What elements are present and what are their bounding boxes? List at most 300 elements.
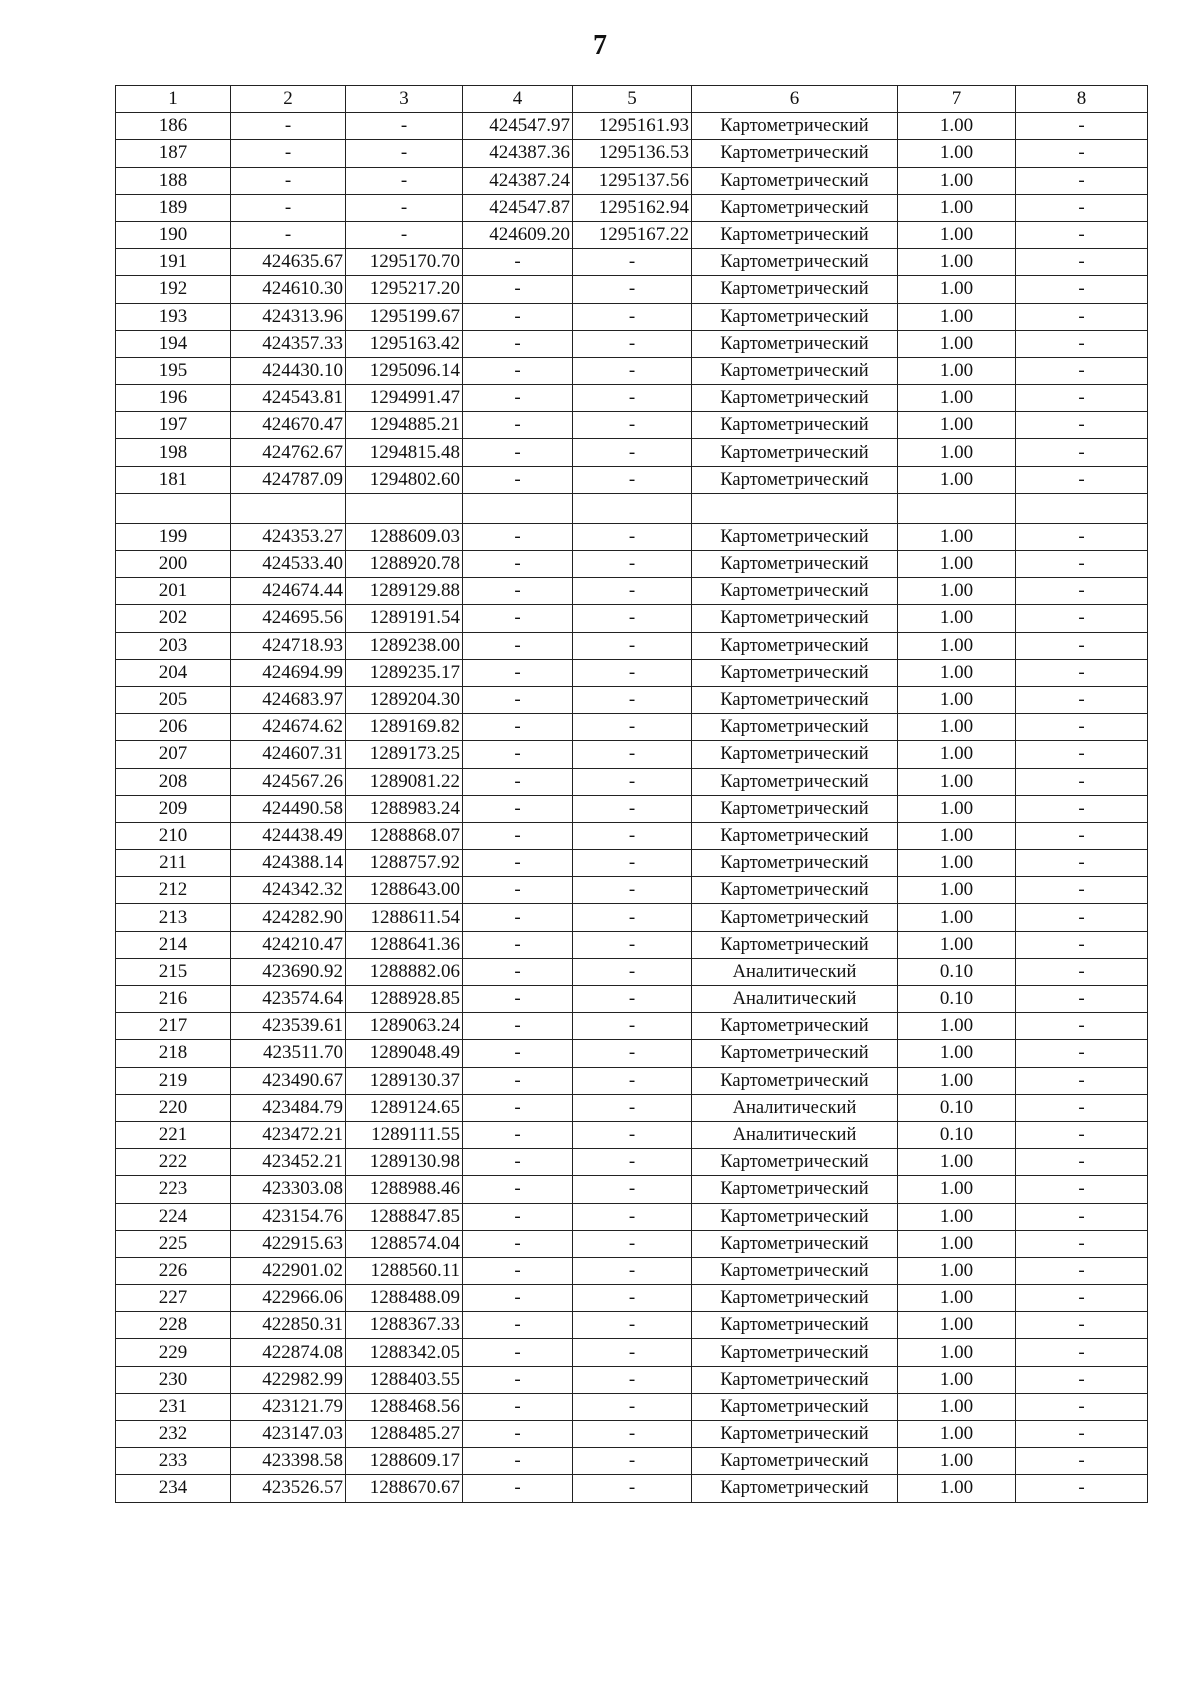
y-existing-cell: - [346, 167, 463, 194]
y-new-cell: - [573, 578, 692, 605]
method-cell: Картометрический [692, 1448, 898, 1475]
point-number-cell: 193 [116, 303, 231, 330]
method-cell: Картометрический [692, 931, 898, 958]
method-cell: Картометрический [692, 1421, 898, 1448]
accuracy-cell: 1.00 [898, 1203, 1016, 1230]
accuracy-cell: 1.00 [898, 194, 1016, 221]
x-existing-cell: 424683.97 [231, 686, 346, 713]
y-new-cell: - [573, 1475, 692, 1502]
description-cell: - [1016, 1067, 1148, 1094]
table-row [116, 357, 1148, 384]
point-number-cell: 208 [116, 768, 231, 795]
accuracy-cell: 1.00 [898, 741, 1016, 768]
y-existing-cell: 1295163.42 [346, 330, 463, 357]
method-cell: Картометрический [692, 1067, 898, 1094]
accuracy-cell: 1.00 [898, 768, 1016, 795]
point-number-cell: 220 [116, 1094, 231, 1121]
table-row [116, 1448, 1148, 1475]
accuracy-cell: 1.00 [898, 904, 1016, 931]
y-new-cell: - [573, 1285, 692, 1312]
y-existing-cell: 1288643.00 [346, 877, 463, 904]
table-row [116, 795, 1148, 822]
method-cell: Картометрический [692, 276, 898, 303]
x-existing-cell: 424490.58 [231, 795, 346, 822]
method-cell: Картометрический [692, 194, 898, 221]
description-cell: - [1016, 1475, 1148, 1502]
y-new-cell: - [573, 523, 692, 550]
table-row [116, 1121, 1148, 1148]
y-new-cell: - [573, 412, 692, 439]
x-existing-cell: 424674.44 [231, 578, 346, 605]
y-existing-cell: 1288342.05 [346, 1339, 463, 1366]
point-number-cell: 225 [116, 1230, 231, 1257]
x-existing-cell: 424438.49 [231, 822, 346, 849]
method-cell: Картометрический [692, 551, 898, 578]
description-cell: - [1016, 578, 1148, 605]
point-number-cell: 190 [116, 221, 231, 248]
x-existing-cell: 424282.90 [231, 904, 346, 931]
method-cell: Картометрический [692, 1149, 898, 1176]
x-new-cell: - [463, 1366, 573, 1393]
point-number-cell: 181 [116, 466, 231, 493]
accuracy-cell: 1.00 [898, 1312, 1016, 1339]
x-new-cell: - [463, 1448, 573, 1475]
y-new-cell: 1295137.56 [573, 167, 692, 194]
table-row [116, 412, 1148, 439]
y-existing-cell: 1288468.56 [346, 1393, 463, 1420]
point-number-cell: 224 [116, 1203, 231, 1230]
table-row [116, 1312, 1148, 1339]
point-number-cell: 231 [116, 1393, 231, 1420]
y-new-cell: - [573, 249, 692, 276]
table-row [116, 904, 1148, 931]
x-existing-cell: 424543.81 [231, 385, 346, 412]
accuracy-cell: 1.00 [898, 605, 1016, 632]
description-cell: - [1016, 1448, 1148, 1475]
description-cell: - [1016, 822, 1148, 849]
x-new-cell: - [463, 714, 573, 741]
table-row [116, 1176, 1148, 1203]
accuracy-cell: 1.00 [898, 1448, 1016, 1475]
x-existing-cell: 423690.92 [231, 958, 346, 985]
point-number-cell: 222 [116, 1149, 231, 1176]
y-existing-cell: 1295096.14 [346, 357, 463, 384]
x-existing-cell: 424210.47 [231, 931, 346, 958]
y-new-cell: - [573, 686, 692, 713]
accuracy-cell: 1.00 [898, 714, 1016, 741]
point-number-cell: 200 [116, 551, 231, 578]
column-header-5: 5 [573, 86, 692, 113]
table-row [116, 523, 1148, 550]
x-new-cell: - [463, 330, 573, 357]
y-existing-cell: 1288757.92 [346, 850, 463, 877]
accuracy-cell: 1.00 [898, 1013, 1016, 1040]
y-existing-cell: 1289124.65 [346, 1094, 463, 1121]
table-row [116, 551, 1148, 578]
description-cell: - [1016, 632, 1148, 659]
accuracy-cell: 1.00 [898, 249, 1016, 276]
description-cell: - [1016, 877, 1148, 904]
point-number-cell: 202 [116, 605, 231, 632]
x-existing-cell: 424695.56 [231, 605, 346, 632]
y-existing-cell: 1295217.20 [346, 276, 463, 303]
y-existing-cell: - [346, 113, 463, 140]
y-existing-cell: 1289111.55 [346, 1121, 463, 1148]
table-row [116, 605, 1148, 632]
x-existing-cell: 424430.10 [231, 357, 346, 384]
y-new-cell: - [573, 357, 692, 384]
x-new-cell: - [463, 1393, 573, 1420]
table-row [116, 659, 1148, 686]
y-new-cell [573, 493, 692, 523]
column-header-2: 2 [231, 86, 346, 113]
y-existing-cell: 1289173.25 [346, 741, 463, 768]
description-cell: - [1016, 1312, 1148, 1339]
y-existing-cell: 1288983.24 [346, 795, 463, 822]
accuracy-cell: 1.00 [898, 632, 1016, 659]
method-cell: Картометрический [692, 249, 898, 276]
description-cell: - [1016, 1230, 1148, 1257]
method-cell [692, 493, 898, 523]
x-existing-cell: 422966.06 [231, 1285, 346, 1312]
x-new-cell: 424387.24 [463, 167, 573, 194]
table-row [116, 439, 1148, 466]
x-new-cell: - [463, 1475, 573, 1502]
accuracy-cell: 1.00 [898, 1176, 1016, 1203]
x-new-cell: - [463, 578, 573, 605]
point-number-cell: 216 [116, 986, 231, 1013]
x-new-cell: 424387.36 [463, 140, 573, 167]
method-cell: Картометрический [692, 113, 898, 140]
method-cell: Картометрический [692, 1257, 898, 1284]
table-row [116, 1067, 1148, 1094]
y-existing-cell: 1288868.07 [346, 822, 463, 849]
accuracy-cell: 1.00 [898, 1285, 1016, 1312]
x-new-cell: - [463, 276, 573, 303]
point-number-cell: 214 [116, 931, 231, 958]
table-row [116, 1094, 1148, 1121]
x-existing-cell: 423511.70 [231, 1040, 346, 1067]
table-row [116, 1040, 1148, 1067]
accuracy-cell: 1.00 [898, 659, 1016, 686]
y-new-cell: 1295167.22 [573, 221, 692, 248]
table-row [116, 113, 1148, 140]
y-existing-cell: 1289081.22 [346, 768, 463, 795]
table-row [116, 632, 1148, 659]
x-new-cell: - [463, 768, 573, 795]
table-row [116, 194, 1148, 221]
y-new-cell: - [573, 466, 692, 493]
x-new-cell: - [463, 1121, 573, 1148]
y-new-cell: - [573, 1149, 692, 1176]
accuracy-cell: 1.00 [898, 439, 1016, 466]
x-existing-cell: 424357.33 [231, 330, 346, 357]
y-existing-cell: 1294802.60 [346, 466, 463, 493]
description-cell: - [1016, 1393, 1148, 1420]
point-number-cell: 233 [116, 1448, 231, 1475]
accuracy-cell: 0.10 [898, 1121, 1016, 1148]
point-number-cell: 199 [116, 523, 231, 550]
description-cell: - [1016, 249, 1148, 276]
x-new-cell: - [463, 632, 573, 659]
description-cell: - [1016, 466, 1148, 493]
accuracy-cell: 1.00 [898, 795, 1016, 822]
table-row [116, 1393, 1148, 1420]
point-number-cell: 191 [116, 249, 231, 276]
table-row [116, 1475, 1148, 1502]
method-cell: Картометрический [692, 1393, 898, 1420]
table-row [116, 768, 1148, 795]
x-existing-cell: 422915.63 [231, 1230, 346, 1257]
x-new-cell: - [463, 1312, 573, 1339]
table-row [116, 958, 1148, 985]
point-number-cell: 197 [116, 412, 231, 439]
accuracy-cell: 1.00 [898, 931, 1016, 958]
description-cell: - [1016, 439, 1148, 466]
y-existing-cell: 1288611.54 [346, 904, 463, 931]
description-cell: - [1016, 140, 1148, 167]
y-new-cell: - [573, 795, 692, 822]
accuracy-cell: 1.00 [898, 523, 1016, 550]
y-existing-cell: 1289169.82 [346, 714, 463, 741]
x-new-cell: - [463, 385, 573, 412]
y-existing-cell: 1289204.30 [346, 686, 463, 713]
x-new-cell: - [463, 303, 573, 330]
point-number-cell: 210 [116, 822, 231, 849]
method-cell: Аналитический [692, 1094, 898, 1121]
y-new-cell: - [573, 1067, 692, 1094]
x-new-cell: - [463, 1149, 573, 1176]
y-new-cell: - [573, 1393, 692, 1420]
point-number-cell: 219 [116, 1067, 231, 1094]
table-row [116, 1230, 1148, 1257]
y-new-cell: - [573, 931, 692, 958]
table-row [116, 850, 1148, 877]
column-header-6: 6 [692, 86, 898, 113]
x-existing-cell: - [231, 221, 346, 248]
accuracy-cell: 0.10 [898, 1094, 1016, 1121]
method-cell: Картометрический [692, 1339, 898, 1366]
column-header-7: 7 [898, 86, 1016, 113]
method-cell: Картометрический [692, 523, 898, 550]
description-cell: - [1016, 221, 1148, 248]
y-new-cell: 1295162.94 [573, 194, 692, 221]
x-existing-cell: - [231, 113, 346, 140]
table-row [116, 1203, 1148, 1230]
y-new-cell: - [573, 877, 692, 904]
x-new-cell: - [463, 249, 573, 276]
y-new-cell: - [573, 1448, 692, 1475]
point-number-cell: 228 [116, 1312, 231, 1339]
x-existing-cell [231, 493, 346, 523]
x-new-cell: - [463, 1094, 573, 1121]
x-new-cell: - [463, 1040, 573, 1067]
description-cell: - [1016, 1121, 1148, 1148]
column-header-1: 1 [116, 86, 231, 113]
x-new-cell: - [463, 659, 573, 686]
description-cell: - [1016, 1149, 1148, 1176]
x-existing-cell: - [231, 167, 346, 194]
x-new-cell: - [463, 986, 573, 1013]
y-new-cell: - [573, 1421, 692, 1448]
x-existing-cell: 423490.67 [231, 1067, 346, 1094]
point-number-cell: 203 [116, 632, 231, 659]
accuracy-cell: 1.00 [898, 167, 1016, 194]
x-new-cell: - [463, 1421, 573, 1448]
method-cell: Картометрический [692, 140, 898, 167]
x-new-cell: - [463, 1285, 573, 1312]
accuracy-cell: 1.00 [898, 1067, 1016, 1094]
point-number-cell: 204 [116, 659, 231, 686]
accuracy-cell: 1.00 [898, 412, 1016, 439]
x-existing-cell: 423147.03 [231, 1421, 346, 1448]
y-new-cell: - [573, 439, 692, 466]
x-new-cell: - [463, 1013, 573, 1040]
table-row [116, 1366, 1148, 1393]
description-cell: - [1016, 1013, 1148, 1040]
column-header-3: 3 [346, 86, 463, 113]
point-number-cell: 211 [116, 850, 231, 877]
accuracy-cell: 1.00 [898, 1040, 1016, 1067]
method-cell: Картометрический [692, 412, 898, 439]
x-new-cell: 424547.97 [463, 113, 573, 140]
method-cell: Картометрический [692, 1203, 898, 1230]
point-number-cell: 215 [116, 958, 231, 985]
accuracy-cell: 1.00 [898, 303, 1016, 330]
accuracy-cell: 1.00 [898, 357, 1016, 384]
point-number-cell: 187 [116, 140, 231, 167]
description-cell: - [1016, 1094, 1148, 1121]
accuracy-cell: 1.00 [898, 1421, 1016, 1448]
coordinates-table [115, 85, 1148, 1503]
x-existing-cell: - [231, 194, 346, 221]
point-number-cell: 195 [116, 357, 231, 384]
description-cell: - [1016, 1285, 1148, 1312]
y-existing-cell: 1288367.33 [346, 1312, 463, 1339]
description-cell: - [1016, 412, 1148, 439]
x-existing-cell: 424567.26 [231, 768, 346, 795]
y-existing-cell: 1288920.78 [346, 551, 463, 578]
table-row [116, 385, 1148, 412]
point-number-cell: 213 [116, 904, 231, 931]
y-existing-cell: 1294991.47 [346, 385, 463, 412]
page-number: 7 [593, 30, 607, 61]
accuracy-cell [898, 493, 1016, 523]
point-number-cell: 201 [116, 578, 231, 605]
x-existing-cell: 424694.99 [231, 659, 346, 686]
x-existing-cell: 424787.09 [231, 466, 346, 493]
description-cell: - [1016, 986, 1148, 1013]
y-new-cell: - [573, 768, 692, 795]
description-cell: - [1016, 605, 1148, 632]
method-cell: Картометрический [692, 1285, 898, 1312]
x-new-cell: - [463, 605, 573, 632]
y-existing-cell: 1289238.00 [346, 632, 463, 659]
point-number-cell: 232 [116, 1421, 231, 1448]
accuracy-cell: 1.00 [898, 850, 1016, 877]
description-cell: - [1016, 1176, 1148, 1203]
description-cell: - [1016, 303, 1148, 330]
description-cell: - [1016, 768, 1148, 795]
y-new-cell: - [573, 1176, 692, 1203]
x-new-cell: - [463, 931, 573, 958]
method-cell: Аналитический [692, 958, 898, 985]
method-cell: Картометрический [692, 385, 898, 412]
x-new-cell: - [463, 466, 573, 493]
y-existing-cell: 1288488.09 [346, 1285, 463, 1312]
x-new-cell: - [463, 1067, 573, 1094]
point-number-cell: 226 [116, 1257, 231, 1284]
y-existing-cell: 1288882.06 [346, 958, 463, 985]
y-new-cell: - [573, 303, 692, 330]
y-existing-cell: 1288560.11 [346, 1257, 463, 1284]
y-new-cell: 1295161.93 [573, 113, 692, 140]
x-new-cell: - [463, 357, 573, 384]
y-existing-cell: 1289235.17 [346, 659, 463, 686]
x-existing-cell: 423484.79 [231, 1094, 346, 1121]
table-row [116, 578, 1148, 605]
method-cell: Картометрический [692, 768, 898, 795]
description-cell: - [1016, 357, 1148, 384]
method-cell: Аналитический [692, 986, 898, 1013]
header-row [116, 86, 1148, 113]
table-row [116, 303, 1148, 330]
accuracy-cell: 1.00 [898, 330, 1016, 357]
accuracy-cell: 1.00 [898, 822, 1016, 849]
y-existing-cell: 1289129.88 [346, 578, 463, 605]
x-existing-cell: 424674.62 [231, 714, 346, 741]
point-number-cell: 192 [116, 276, 231, 303]
accuracy-cell: 1.00 [898, 551, 1016, 578]
accuracy-cell: 1.00 [898, 1475, 1016, 1502]
method-cell: Картометрический [692, 1312, 898, 1339]
point-number-cell: 194 [116, 330, 231, 357]
x-new-cell: - [463, 1339, 573, 1366]
accuracy-cell: 1.00 [898, 221, 1016, 248]
x-existing-cell: 422901.02 [231, 1257, 346, 1284]
description-cell: - [1016, 958, 1148, 985]
x-new-cell: - [463, 686, 573, 713]
x-existing-cell: 424610.30 [231, 276, 346, 303]
point-number-cell: 206 [116, 714, 231, 741]
y-existing-cell: 1289048.49 [346, 1040, 463, 1067]
x-new-cell: - [463, 958, 573, 985]
y-new-cell: - [573, 659, 692, 686]
y-existing-cell: 1289130.98 [346, 1149, 463, 1176]
method-cell: Картометрический [692, 877, 898, 904]
y-new-cell: - [573, 958, 692, 985]
x-existing-cell: 423398.58 [231, 1448, 346, 1475]
point-number-cell: 230 [116, 1366, 231, 1393]
x-new-cell: - [463, 523, 573, 550]
y-new-cell: - [573, 1121, 692, 1148]
accuracy-cell: 0.10 [898, 958, 1016, 985]
x-new-cell: - [463, 1176, 573, 1203]
accuracy-cell: 0.10 [898, 986, 1016, 1013]
point-number-cell: 205 [116, 686, 231, 713]
point-number-cell: 198 [116, 439, 231, 466]
point-number-cell: 223 [116, 1176, 231, 1203]
table-body [116, 113, 1148, 1502]
point-number-cell: 186 [116, 113, 231, 140]
x-new-cell: - [463, 1257, 573, 1284]
y-existing-cell: 1288574.04 [346, 1230, 463, 1257]
x-existing-cell: - [231, 140, 346, 167]
table-row [116, 741, 1148, 768]
accuracy-cell: 1.00 [898, 1257, 1016, 1284]
x-new-cell: - [463, 439, 573, 466]
description-cell: - [1016, 1339, 1148, 1366]
